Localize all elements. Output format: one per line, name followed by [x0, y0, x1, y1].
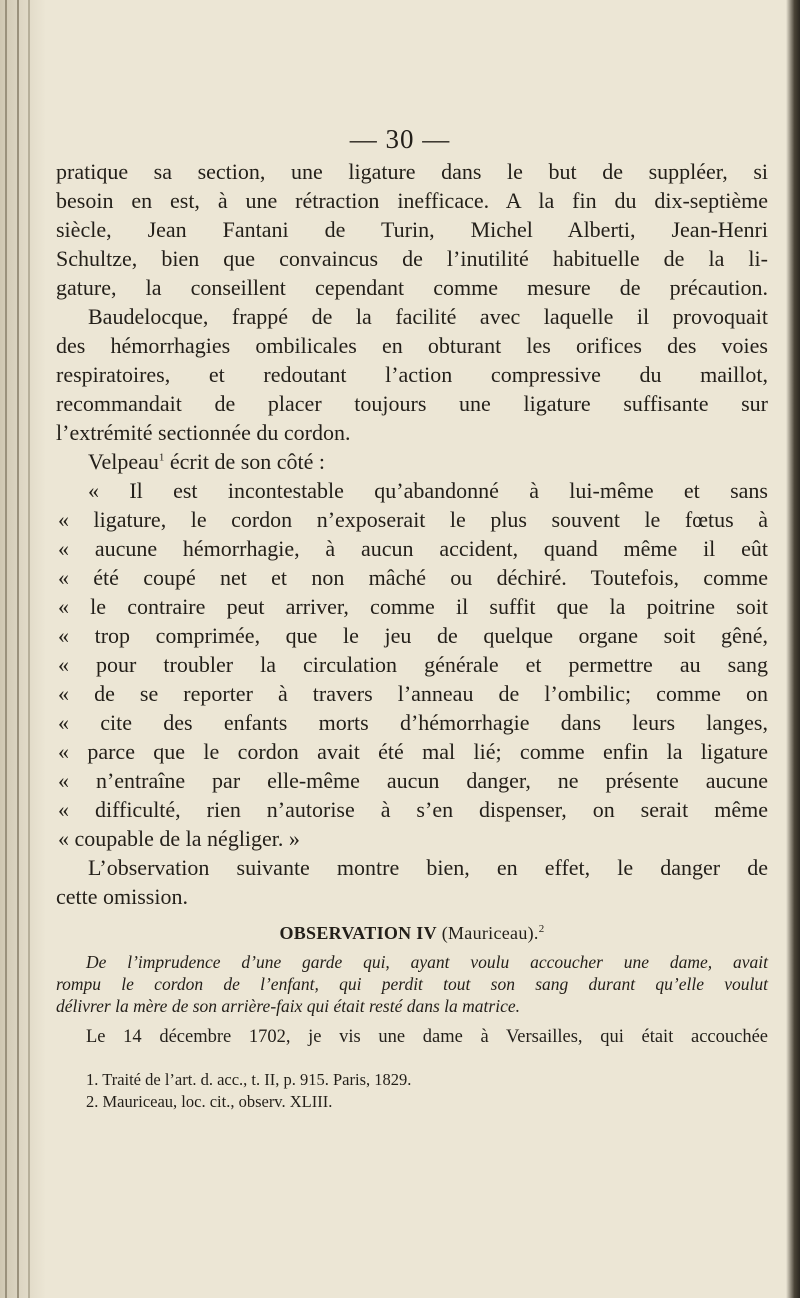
text-line: pratique sa section, une ligature dans le but de suppléer, si	[56, 159, 768, 184]
quote-line: « coupable de la négliger. »	[58, 826, 300, 851]
quote-line: « le contraire peut arriver, comme il suffit que la poitrine soit	[58, 594, 768, 619]
quote-line: « Il est incontestable qu’abandonné à lui-même et sans	[88, 478, 768, 503]
quote-line: « cite des enfants morts d’hémorrhagie dans leurs langes,	[58, 710, 768, 735]
quote-line: « de se reporter à travers l’anneau de l’ombilic; comme on	[58, 681, 768, 706]
quote-line: « parce que le cordon avait été mal lié; comme enfin la ligature	[58, 739, 768, 764]
text-line: cette omission.	[56, 884, 188, 909]
quote-line: « ligature, le cordon n’exposerait le plus souvent le fœtus à	[58, 507, 768, 532]
page-content	[56, 157, 768, 1113]
page-right-edge	[786, 0, 800, 1298]
page-binding-edge	[0, 0, 46, 1298]
text-line: respiratoires, et redoutant l’action compressive du maillot,	[56, 362, 768, 387]
observation-label: OBSERVATION IV	[279, 923, 437, 943]
footnote-ref: 2	[538, 923, 545, 935]
footnote: 2. Mauriceau, loc. cit., observ. XLIII.	[86, 1092, 333, 1111]
observation-source: (Mauriceau).	[436, 923, 539, 943]
footnote: 1. Traité de l’art. d. acc., t. II, p. 915. Paris, 1829.	[86, 1070, 412, 1089]
text-fragment: écrit de son côté :	[164, 449, 326, 474]
text-line: besoin en est, à une rétraction inefficace. A la fin du dix-septième	[56, 188, 768, 213]
page-number: — 30 —	[349, 124, 451, 154]
text-line: Schultze, bien que convaincus de l’inutilité habituelle de la li-	[56, 246, 768, 271]
observation-title	[56, 920, 768, 946]
binding-line	[5, 0, 7, 1298]
velpeau-line	[56, 447, 768, 476]
quote-line: « aucune hémorrhagie, à aucun accident, quand même il eût	[58, 536, 768, 561]
main-text	[56, 157, 768, 911]
text-line: gature, la conseillent cependant comme mesure de précaution.	[56, 275, 768, 300]
binding-line	[17, 0, 19, 1298]
quote-line: « trop comprimée, que le jeu de quelque organe soit gêné,	[58, 623, 768, 648]
text-line: l’extrémité sectionnée du cordon.	[56, 420, 351, 445]
quote-line: « été coupé net et non mâché ou déchiré. Toutefois, comme	[58, 565, 768, 590]
quote-line: « difficulté, rien n’autorise à s’en dispenser, on serait même	[58, 797, 768, 822]
text-line: Baudelocque, frappé de la facilité avec laquelle il provoquait	[88, 304, 768, 329]
quote-line: « n’entraîne par elle-même aucun danger, ne présente aucune	[58, 768, 768, 793]
description-line: De l’imprudence d’une garde qui, ayant voulu accoucher une dame, avait	[86, 952, 768, 972]
quote-line: « pour troubler la circulation générale et permettre au sang	[58, 652, 768, 677]
footnote-ref: 1	[158, 451, 165, 464]
footnotes	[56, 1069, 768, 1113]
observation-first-line: Le 14 décembre 1702, je vis une dame à Versailles, qui était accouchée	[86, 1027, 768, 1047]
text-line: recommandait de placer toujours une ligature suffisante sur	[56, 391, 768, 416]
description-line: délivrer la mère de son arrière-faix qui était resté dans la matrice.	[56, 996, 520, 1016]
text-line: siècle, Jean Fantani de Turin, Michel Alberti, Jean-Henri	[56, 217, 768, 242]
description-line: rompu le cordon de l’enfant, qui perdit tout son sang durant qu’elle voulut	[56, 974, 768, 994]
author-name: Velpeau	[88, 449, 159, 474]
binding-line	[28, 0, 30, 1298]
text-line: des hémorrhagies ombilicales en obturant les orifices des voies	[56, 333, 768, 358]
text-line: L’observation suivante montre bien, en effet, le danger de	[88, 855, 768, 880]
observation-description	[56, 951, 768, 1017]
